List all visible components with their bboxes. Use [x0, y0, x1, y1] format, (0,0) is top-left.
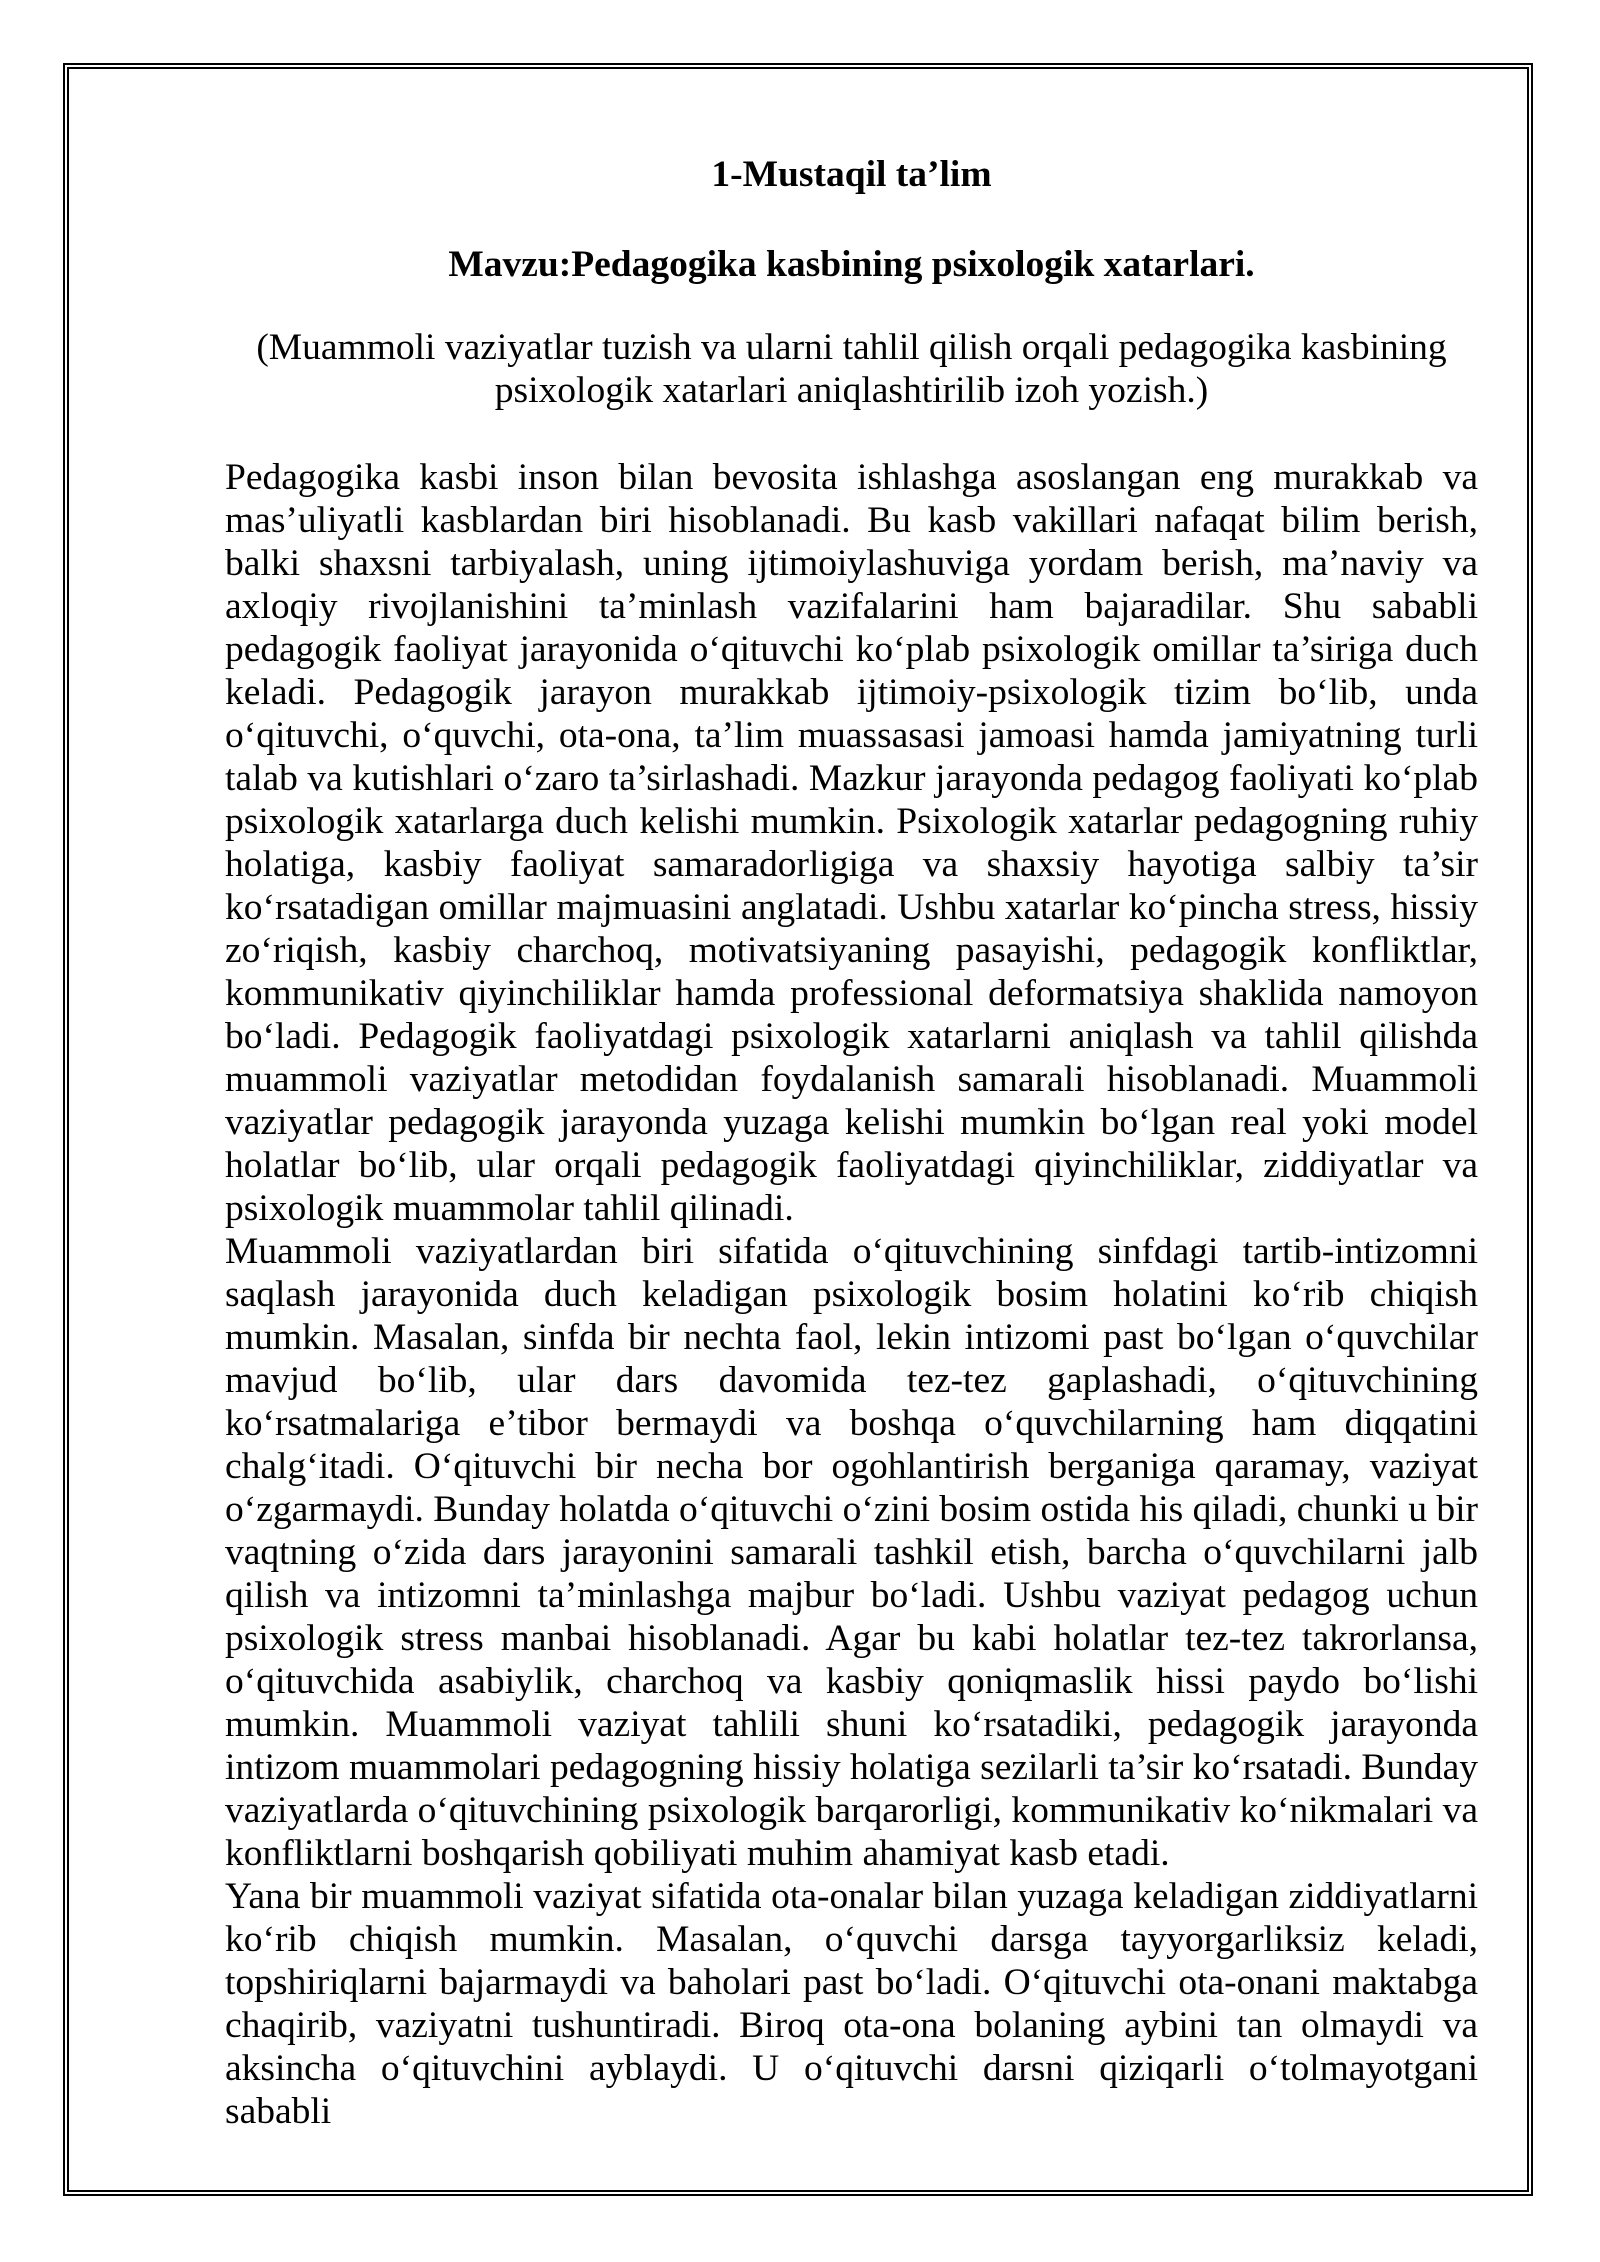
document-note: (Muammoli vaziyatlar tuzish va ularni tahlil qilish orqali pedagogika kasbining psixologik xatarlari aniqlashtirilib izoh yozish.)	[256, 327, 1447, 411]
body-paragraph-3: Yana bir muammoli vaziyat sifatida ota-onalar bilan yuzaga keladigan ziddiyatlarni koʻrib chiqish mumkin. Masalan, oʻquvchi darsga tayyorgarliksiz keladi, topshiriqlarni bajarmaydi va baholari past boʻladi. Oʻqituvchi ota-onani maktabga chaqirib, vaziyatni tushuntiradi. Biroq ota-ona bolaning aybini tan olmaydi va aksincha oʻqituvchini ayblaydi. U oʻqituvchi darsni qiziqarli oʻtolmayotgani sababli	[225, 1876, 1478, 2132]
document-subtitle: Mavzu:Pedagogika kasbining psixologik xatarlari.	[448, 244, 1255, 285]
body-paragraph-2: Muammoli vaziyatlardan biri sifatida oʻqituvchining sinfdagi tartib-intizomni saqlash jarayonida duch keladigan psixologik bosim holatini koʻrib chiqish mumkin. Masalan, sinfda bir nechta faol, lekin intizomi past boʻlgan oʻquvchilar mavjud boʻlib, ular dars davomida tez-tez gaplashadi, oʻqituvchining koʻrsatmalariga e’tibor bermaydi va boshqa oʻquvchilarning ham diqqatini chalgʻitadi. Oʻqituvchi bir necha bor ogohlantirish berganiga qaramay, vaziyat oʻzgarmaydi. Bunday holatda oʻqituvchi oʻzini bosim ostida his qiladi, chunki u bir vaqtning oʻzida dars jarayonini samarali tashkil etish, barcha oʻquvchilarni jalb qilish va intizomni ta’minlashga majbur boʻladi. Ushbu vaziyat pedagog uchun psixologik stress manbai hisoblanadi. Agar bu kabi holatlar tez-tez takrorlansa, oʻqituvchida asabiylik, charchoq va kasbiy qoniqmaslik hissi paydo boʻlishi mumkin. Muammoli vaziyat tahlili shuni koʻrsatadiki, pedagogik jarayonda intizom muammolari pedagogning hissiy holatiga sezilarli ta’sir koʻrsatadi. Bunday vaziyatlarda oʻqituvchining psixologik barqarorligi, kommunikativ koʻnikmalari va konfliktlarni boshqarish qobiliyati muhim ahamiyat kasb etadi.	[225, 1231, 1478, 1874]
body-paragraph-1: Pedagogika kasbi inson bilan bevosita ishlashga asoslangan eng murakkab va mas’uliyatli kasblardan biri hisoblanadi. Bu kasb vakillari nafaqat bilim berish, balki shaxsni tarbiyalash, uning ijtimoiylashuviga yordam berish, ma’naviy va axloqiy rivojlanishini ta’minlash vazifalarini ham bajaradilar. Shu sababli pedagogik faoliyat jarayonida oʻqituvchi koʻplab psixologik omillar ta’siriga duch keladi. Pedagogik jarayon murakkab ijtimoiy-psixologik tizim boʻlib, unda oʻqituvchi, oʻquvchi, ota-ona, ta’lim muassasasi jamoasi hamda jamiyatning turli talab va kutishlari oʻzaro ta’sirlashadi. Mazkur jarayonda pedagog faoliyati koʻplab psixologik xatarlarga duch kelishi mumkin. Psixologik xatarlar pedagogning ruhiy holatiga, kasbiy faoliyat samaradorligiga va shaxsiy hayotiga salbiy ta’sir koʻrsatadigan omillar majmuasini anglatadi. Ushbu xatarlar koʻpincha stress, hissiy zoʻriqish, kasbiy charchoq, motivatsiyaning pasayishi, pedagogik konfliktlar, kommunikativ qiyinchiliklar hamda professional deformatsiya shaklida namoyon boʻladi. Pedagogik faoliyatdagi psixologik xatarlarni aniqlash va tahlil qilishda muammoli vaziyatlar metodidan foydalanish samarali hisoblanadi. Muammoli vaziyatlar pedagogik jarayonda yuzaga kelishi mumkin boʻlgan real yoki model holatlar boʻlib, ular orqali pedagogik faoliyatdagi qiyinchiliklar, ziddiyatlar va psixologik muammolar tahlil qilinadi.	[225, 457, 1478, 1229]
document-content	[225, 0, 1478, 2133]
document-title: 1-Mustaqil ta’lim	[711, 154, 992, 195]
